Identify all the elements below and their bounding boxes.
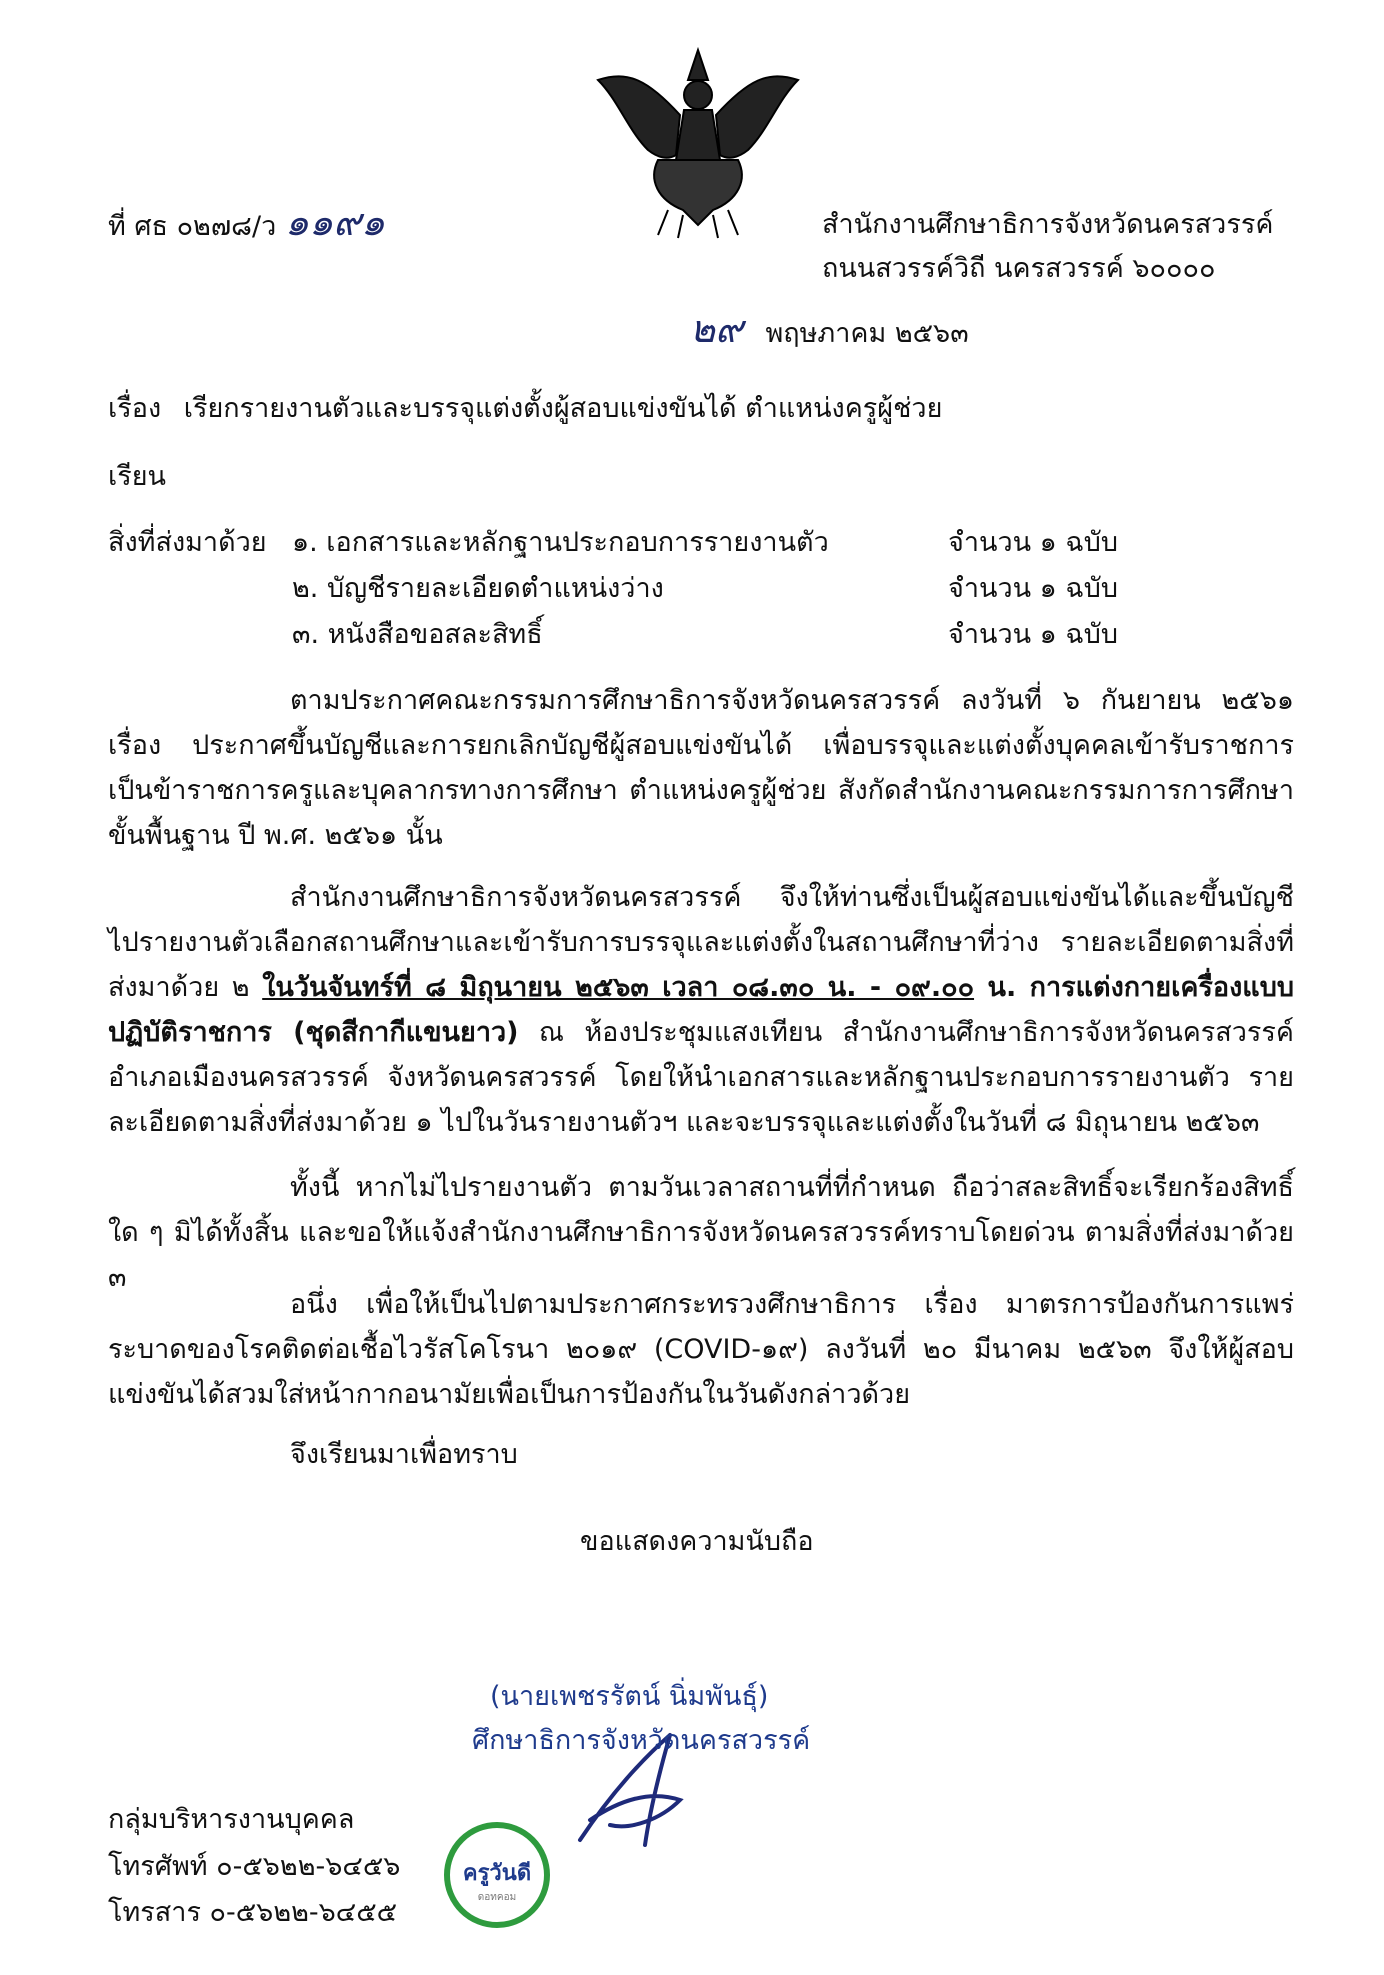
garuda-emblem [588, 40, 808, 240]
paragraph-3-text: ทั้งนี้ หากไม่ไปรายงานตัว ตามวันเวลาสถานที่ที่กำหนด ถือว่าสละสิทธิ์จะเรียกร้องสิทธิ์ใด ๆ มิได้ทั้งสิ้น และขอให้แจ้งสำนักงานศึกษาธิการจังหวัดนครสวรรค์ทราบโดยด่วน ตามสิ่งที่ส่งมาด้วย ๓ [108, 1172, 1294, 1293]
reference-number: ที่ ศธ ๐๒๗๘/ว [108, 211, 277, 242]
subject-label: เรื่อง [108, 393, 162, 424]
enclosure-item: ๓. หนังสือขอสละสิทธิ์ [292, 619, 543, 650]
paragraph-3 [108, 1165, 1294, 1300]
paragraph-1-text: ตามประกาศคณะกรรมการศึกษาธิการจังหวัดนครสวรรค์ ลงวันที่ ๖ กันยายน ๒๕๖๑ เรื่อง ประกาศขึ้นบัญชีและการยกเลิกบัญชีผู้สอบแข่งขันได้ เพื่อบรรจุและแต่งตั้งบุคคลเข้ารับราชการเป็นข้าราชการครูและบุคลากรทางการศึกษา ตำแหน่งครูผู้ช่วย สังกัดสำนักงานคณะกรรมการการศึกษาขั้นพื้นฐาน ปี พ.ศ. ๒๕๖๑ นั้น [108, 685, 1294, 851]
subject-line [108, 392, 942, 426]
enclosure-qty: จำนวน ๑ ฉบับ [948, 573, 1119, 604]
paragraph-2 [108, 875, 1294, 1145]
date-month-year: พฤษภาคม ๒๕๖๓ [765, 318, 969, 349]
enclosure-item: ๑. เอกสารและหลักฐานประกอบการรายงานตัว [292, 527, 829, 558]
reference-handwritten: ๑๑๙๑ [284, 200, 386, 244]
date-day-handwritten: ๒๙ [690, 307, 743, 351]
signer-title: ศึกษาธิการจังหวัดนครสวรรค์ [472, 1725, 811, 1756]
paragraph-2-datetime: ในวันจันทร์ที่ ๘ มิถุนายน ๒๕๖๓ เวลา ๐๘.๓๐ น. - ๐๙.๐๐ [262, 972, 975, 1003]
office-name: สำนักงานศึกษาธิการจังหวัดนครสวรรค์ [822, 209, 1274, 240]
office-address: ถนนสวรรค์วิถี นครสวรรค์ ๖๐๐๐๐ [822, 253, 1216, 284]
enclosure-qty: จำนวน ๑ ฉบับ [948, 619, 1119, 650]
closing-line: จึงเรียนมาเพื่อทราบ [290, 1439, 518, 1470]
signer-name: (นายเพชรรัตน์ นิ่มพันธุ์) [490, 1681, 769, 1712]
enclosure-qty: จำนวน ๑ ฉบับ [948, 527, 1119, 558]
footer-fax: โทรสาร ๐-๕๖๒๒-๖๔๕๕ [108, 1897, 398, 1928]
footer-department: กลุ่มบริหารงานบุคคล [108, 1804, 355, 1835]
salutation: เรียน [108, 461, 167, 492]
enclosures-label: สิ่งที่ส่งมาด้วย [108, 527, 267, 558]
regards: ขอแสดงความนับถือ [580, 1526, 814, 1557]
watermark-text: ครูวันดี [462, 1861, 532, 1886]
paragraph-2-dresscode: น. การแต่งกายเครื่องแบบปฏิบัติราชการ (ชุดสีกากีแขนยาว) [108, 972, 1294, 1048]
paragraph-2-rest: ณ ห้องประชุมแสงเทียน สำนักงานศึกษาธิการจังหวัดนครสวรรค์ อำเภอเมืองนครสวรรค์ จังหวัดนครสวรรค์ โดยให้นำเอกสารและหลักฐานประกอบการรายงานตัว รายละเอียดตามสิ่งที่ส่งมาด้วย ๑ ไปในวันรายงานตัวฯ และจะบรรจุและแต่งตั้งในวันที่ ๘ มิถุนายน ๒๕๖๓ [108, 1017, 1294, 1138]
enclosure-item: ๒. บัญชีรายละเอียดตำแหน่งว่าง [292, 573, 664, 604]
paragraph-4-text: อนึ่ง เพื่อให้เป็นไปตามประกาศกระทรวงศึกษาธิการ เรื่อง มาตรการป้องกันการแพร่ระบาดของโรคติดต่อเชื้อไวรัสโคโรนา ๒๐๑๙ (COVID-๑๙) ลงวันที่ ๒๐ มีนาคม ๒๕๖๓ จึงให้ผู้สอบแข่งขันได้สวมใส่หน้ากากอนามัยเพื่อเป็นการป้องกันในวันดังกล่าวด้วย [108, 1289, 1294, 1410]
watermark-badge [442, 1820, 552, 1930]
subject-text: เรียกรายงานตัวและบรรจุแต่งตั้งผู้สอบแข่งขันได้ ตำแหน่งครูผู้ช่วย [183, 393, 943, 424]
footer-phone: โทรศัพท์ ๐-๕๖๒๒-๖๔๕๖ [108, 1851, 401, 1882]
paragraph-2-intro: สำนักงานศึกษาธิการจังหวัดนครสวรรค์ จึงให้ท่านซึ่งเป็นผู้สอบแข่งขันได้และขึ้นบัญชีไปรายงานตัวเลือกสถานศึกษาและเข้ารับการบรรจุและแต่งตั้งในสถานศึกษาที่ว่าง รายละเอียดตามสิ่งที่ส่งมาด้วย ๒ [108, 882, 1294, 1003]
watermark-subtext: ดอทคอม [477, 1892, 517, 1903]
paragraph-4 [108, 1282, 1294, 1417]
paragraph-1 [108, 678, 1294, 858]
